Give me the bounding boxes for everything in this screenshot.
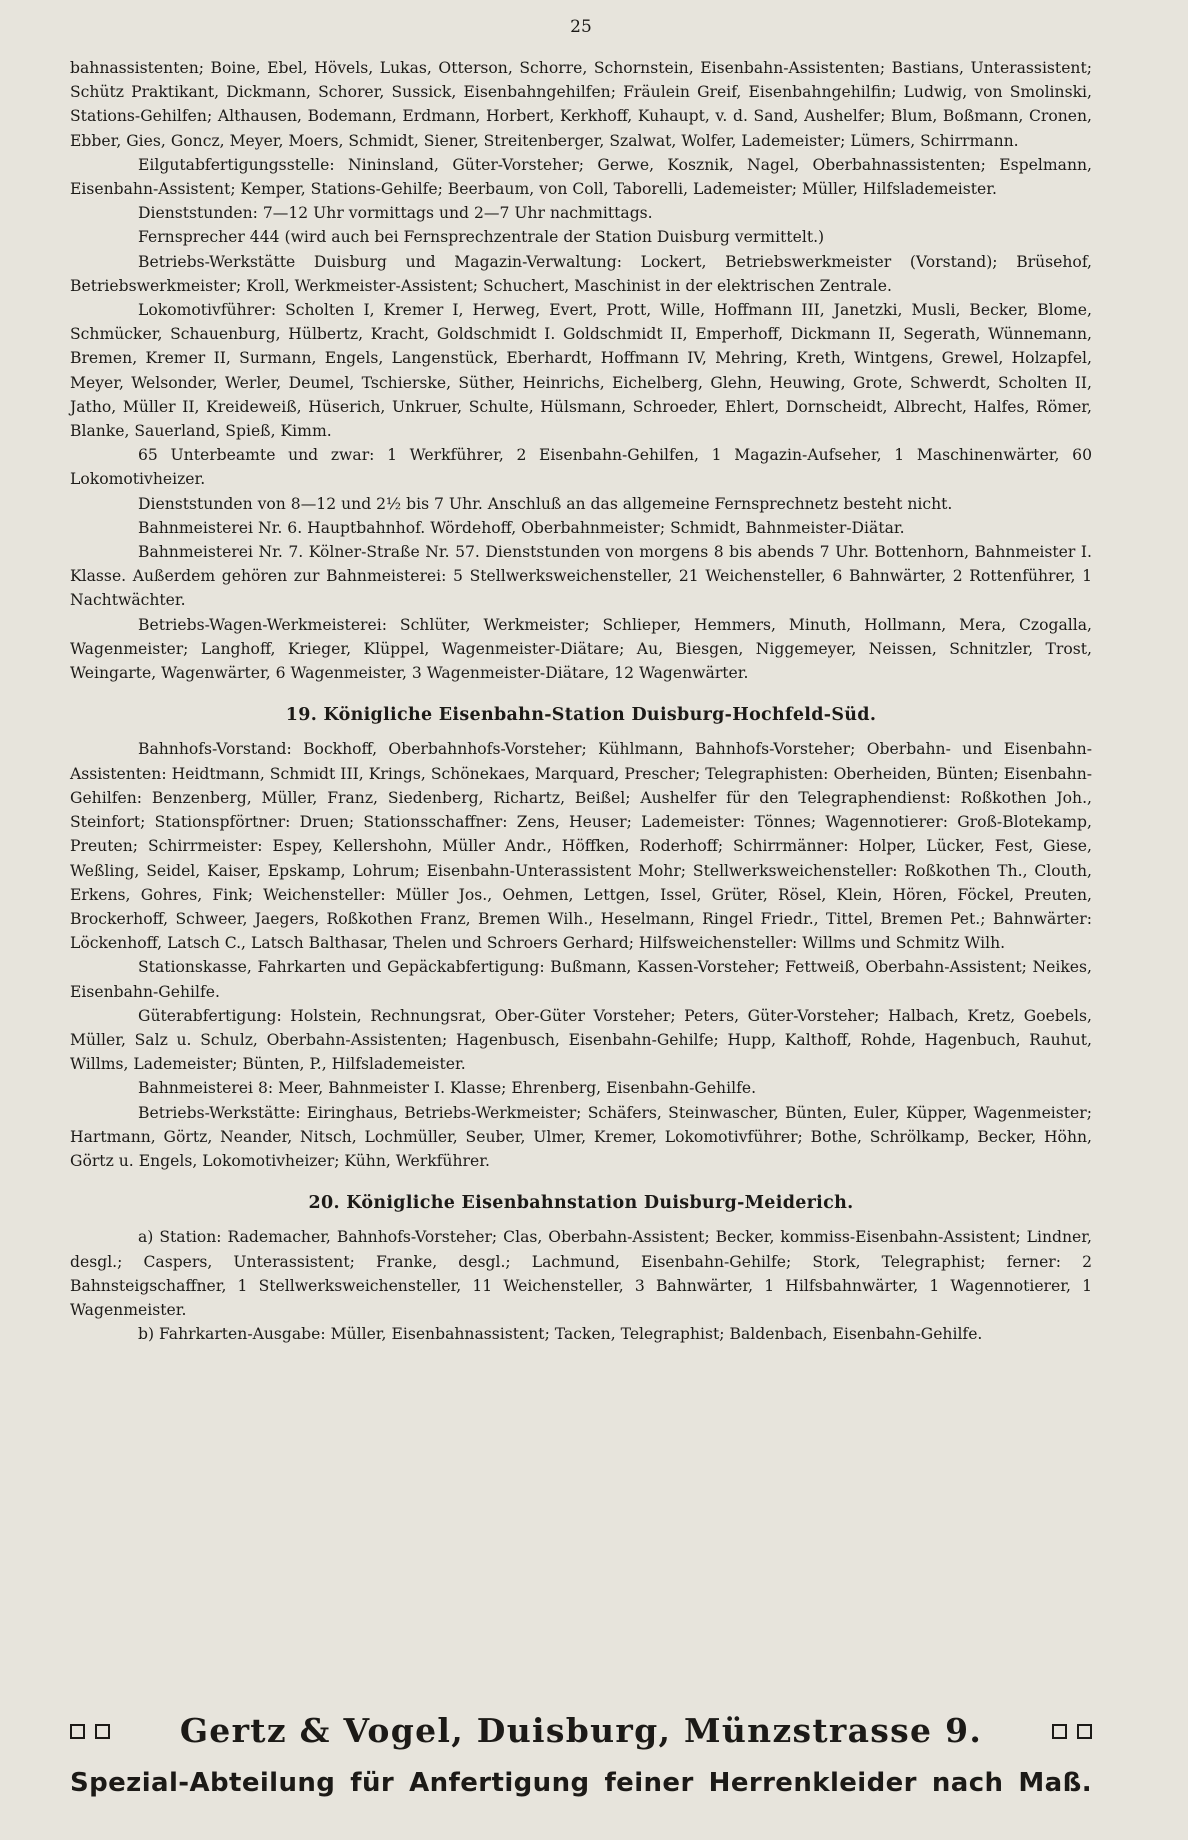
paragraph: Dienststunden: 7—12 Uhr vormittags und 2—7 Uhr nachmittags. [138, 204, 653, 223]
paragraph: Betriebs-Werkstätte Duisburg und Magazin-Verwaltung: Lockert, Betriebswerkmeister (Vorstand); Brüsehof, Betriebswerkmeister; Kroll, Werkmeister-Assistent; Schuchert, Maschinist in der elektrischen Zentrale. [70, 252, 1092, 295]
ad-word: Anfertigung [409, 1768, 590, 1798]
square-box-icon [1052, 1724, 1067, 1739]
paragraph: Bahnmeisterei Nr. 6. Hauptbahnhof. Wördehoff, Oberbahnmeister; Schmidt, Bahnmeister-Diätar. [138, 518, 905, 537]
advertisement [70, 1710, 1092, 1798]
section-heading-19: 19. Königliche Eisenbahn-Station Duisburg-Hochfeld-Süd. [285, 705, 877, 726]
square-box-icon [70, 1724, 85, 1739]
paragraph: Stationskasse, Fahrkarten und Gepäckabfertigung: Bußmann, Kassen-Vorsteher; Fettweiß, Oberbahn-Assistent; Neikes, Eisenbahn-Gehilfe. [70, 958, 1092, 1001]
ad-word: Spezial-Abteilung [70, 1768, 336, 1798]
paragraph: Bahnhofs-Vorstand: Bockhoff, Oberbahnhofs-Vorsteher; Kühlmann, Bahnhofs-Vorsteher; Oberbahn- und Eisenbahn-Assistenten: Heidtmann, Schmidt III, Krings, Schönekaes, Marquard, Prescher; Telegraphisten: Oberheiden, Bünten; Eisenbahn-Gehilfen: Benzenberg, Müller, Franz, Siedenberg, Richartz, Beißel; Aushelfer für den Telegraphendienst: Roßkothen Joh., Steinfort; Stationspförtner: Druen; Stationsschaffner: Zens, Heuser; Lademeister: Tönnes; Wagennotierer: Groß-Blotekamp, Preuten; Schirrmeister: Espey, Kellershohn, Müller Andr., Höffken, Roderhoff; Schirrmänner: Holper, Lücker, Fest, Giese, Weßling, Seidel, Kaiser, Epskamp, Lohrum; Eisenbahn-Unterassistent Mohr; Stellwerksweichensteller: Roßkothen Th., Clouth, Erkens, Gohres, Fink; Weichensteller: Müller Jos., Oehmen, Lettgen, Issel, Grüter, Rösel, Klein, Hören, Föckel, Preuten, Brockerhoff, Schweer, Jaegers, Roßkothen Franz, Bremen Wilh., Heselmann, Ringel Friedr., Tittel, Bremen Pet.; Bahnwärter: Löckenhoff, Latsch C., Latsch Balthasar, Thelen und Schroers Gerhard; Hilfsweichensteller: Willms und Schmitz Wilh. [70, 740, 1092, 953]
page-content [70, 56, 1092, 1346]
paragraph: bahnassistenten; Boine, Ebel, Hövels, Lukas, Otterson, Schorre, Schornstein, Eisenbahn-Assistenten; Bastians, Unterassistent; Schütz Praktikant, Dickmann, Schorer, Sussick, Eisenbahngehilfen; Fräulein Greif, Eisenbahngehilfin; Ludwig, von Smolinski, Stations-Gehilfen; Althausen, Bodemann, Erdmann, Horbert, Kerkhoff, Kuhaupt, v. d. Sand, Aushelfer; Blum, Boßmann, Cronen, Ebber, Gies, Goncz, Meyer, Moers, Schmidt, Siener, Streitenberger, Szalwat, Wolfer, Lademeister; Lümers, Schirrmann. [70, 59, 1092, 150]
ad-tagline [70, 1768, 1092, 1798]
section-heading-20: 20. Königliche Eisenbahnstation Duisburg-Meiderich. [308, 1193, 854, 1214]
ad-box-pair-right [1052, 1724, 1092, 1739]
ad-box-pair-left [70, 1724, 110, 1739]
page-number: 25 [570, 17, 592, 37]
paragraph: Güterabfertigung: Holstein, Rechnungsrat, Ober-Güter Vorsteher; Peters, Güter-Vorsteher; Halbach, Kretz, Goebels, Müller, Salz u. Schulz, Oberbahn-Assistenten; Hagenbusch, Eisenbahn-Gehilfe; Hupp, Kalthoff, Rohde, Hagenbuch, Rauhut, Willms, Lademeister; Bünten, P., Hilfslademeister. [70, 1006, 1092, 1074]
paragraph: b) Fahrkarten-Ausgabe: Müller, Eisenbahnassistent; Tacken, Telegraphist; Baldenbach, Eisenbahn-Gehilfe. [138, 1325, 983, 1344]
paragraph: Eilgutabfertigungsstelle: Nininsland, Güter-Vorsteher; Gerwe, Kosznik, Nagel, Oberbahnassistenten; Espelmann, Eisenbahn-Assistent; Kemper, Stations-Gehilfe; Beerbaum, von Coll, Taborelli, Lademeister; Müller, Hilfslademeister. [70, 155, 1092, 199]
ad-word: Maß. [1018, 1768, 1092, 1798]
paragraph: Betriebs-Wagen-Werkmeisterei: Schlüter, Werkmeister; Schlieper, Hemmers, Minuth, Hollmann, Mera, Czogalla, Wagenmeister; Langhoff, Krieger, Klüppel, Wagenmeister-Diätare; Au, Biesgen, Niggemeyer, Neissen, Schnitzler, Trost, Weingarte, Wagenwärter, 6 Wagenmeister, 3 Wagenmeister-Diätare, 12 Wagenwärter. [70, 615, 1092, 683]
paragraph: Betriebs-Werkstätte: Eiringhaus, Betriebs-Werkmeister; Schäfers, Steinwascher, Bünten, Euler, Küpper, Wagenmeister; Hartmann, Görtz, Neander, Nitsch, Lochmüller, Seuber, Ulmer, Kremer, Lokomotivführer; Bothe, Schrölkamp, Becker, Höhn, Görtz u. Engels, Lokomotivheizer; Kühn, Werkführer. [70, 1103, 1092, 1170]
paragraph: Bahnmeisterei Nr. 7. Kölner-Straße Nr. 57. Dienststunden von morgens 8 bis abends 7 Uhr. Bottenhorn, Bahnmeister I. Klasse. Außerdem gehören zur Bahnmeisterei: 5 Stellwerksweichensteller, 21 Weichensteller, 6 Bahnwärter, 2 Rottenführer, 1 Nachtwächter. [70, 543, 1092, 610]
ad-headline [70, 1710, 1092, 1752]
paragraph: 65 Unterbeamte und zwar: 1 Werkführer, 2 Eisenbahn-Gehilfen, 1 Magazin-Aufseher, 1 Maschinenwärter, 60 Lokomotivheizer. [70, 446, 1092, 489]
ad-company-line: Gertz & Vogel, Duisburg, Münzstrasse 9. [179, 1711, 983, 1750]
ad-word: für [350, 1768, 395, 1798]
paragraph: Dienststunden von 8—12 und 2½ bis 7 Uhr. Anschluß an das allgemeine Fernsprechnetz besteht nicht. [138, 494, 953, 513]
ad-word: feiner [604, 1768, 694, 1798]
paragraph: Bahnmeisterei 8: Meer, Bahnmeister I. Klasse; Ehrenberg, Eisenbahn-Gehilfe. [138, 1079, 757, 1098]
ad-word: nach [931, 1768, 1004, 1798]
paragraph: Lokomotivführer: Scholten I, Kremer I, Herweg, Evert, Prott, Wille, Hoffmann III, Janetzki, Musli, Becker, Blome, Schmücker, Schauenburg, Hülbertz, Kracht, Goldschmidt I. Goldschmidt II, Emperhoff, Dickmann II, Segerath, Wünnemann, Bremen, Kremer II, Surmann, Engels, Langenstück, Eberhardt, Hoffmann IV, Mehring, Kreth, Wintgens, Grewel, Holzapfel, Meyer, Welsonder, Werler, Deumel, Tschierske, Süther, Heinrichs, Eichelberg, Glehn, Heuwing, Grote, Schwerdt, Scholten II, Jatho, Müller II, Kreideweiß, Hüserich, Unkruer, Schulte, Hülsmann, Schroeder, Ehlert, Dornscheidt, Albrecht, Halfes, Römer, Blanke, Sauerland, Spieß, Kimm. [70, 301, 1092, 441]
ad-word: Herrenkleider [708, 1768, 917, 1798]
square-box-icon [1077, 1724, 1092, 1739]
paragraph: a) Station: Rademacher, Bahnhofs-Vorsteher; Clas, Oberbahn-Assistent; Becker, kommiss-Eisenbahn-Assistent; Lindner, desgl.; Caspers, Unterassistent; Franke, desgl.; Lachmund, Eisenbahn-Gehilfe; Stork, Telegraphist; ferner: 2 Bahnsteigschaffner, 1 Stellwerksweichensteller, 11 Weichensteller, 3 Bahnwärter, 1 Hilfsbahnwärter, 1 Wagennotierer, 1 Wagenmeister. [70, 1228, 1092, 1319]
paragraph: Fernsprecher 444 (wird auch bei Fernsprechzentrale der Station Duisburg vermittelt.) [138, 228, 825, 247]
square-box-icon [95, 1724, 110, 1739]
